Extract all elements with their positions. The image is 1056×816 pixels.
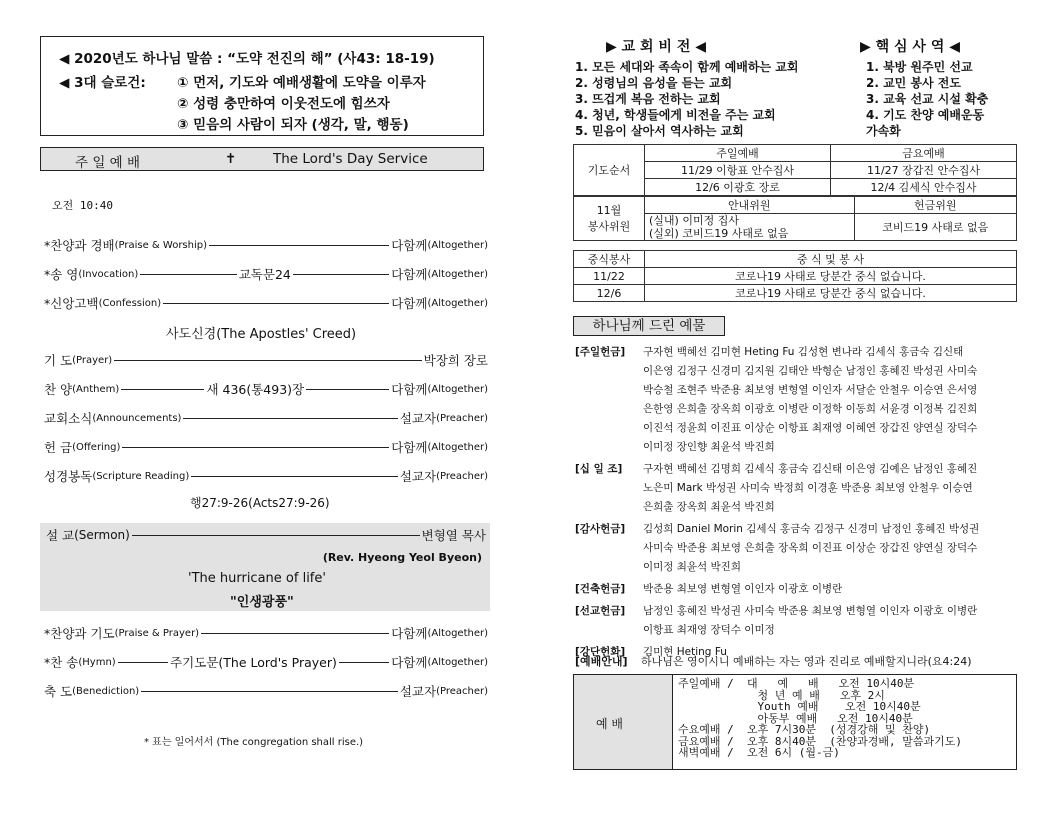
meal-text: 코로나19 사태로 당분간 중식 없습니다. (645, 268, 1017, 285)
order-item-leader: 다함께 (391, 655, 428, 670)
offering-names: 노은미 Mark 박성권 사미숙 박정희 이경훈 박준용 최보영 안철우 이승연 (643, 482, 973, 494)
usher-outdoor: (실외) 코비드19 사태로 없음 (649, 227, 789, 240)
prayer-table (573, 144, 1017, 196)
order-row (44, 438, 488, 456)
order-item-en: (Invocation) (78, 268, 139, 280)
usher-col: 안내위원 (645, 197, 855, 214)
slogan-label: ◀ 3대 슬로건: (59, 75, 146, 91)
meal-date: 11/22 (574, 268, 645, 285)
service-line: 새벽예배 / 오전 6시 (월-금) (678, 746, 840, 759)
order-item-leader-en: (Altogether) (427, 268, 488, 280)
offering-category: [주일헌금] (575, 346, 626, 358)
volunteer-label (574, 197, 645, 241)
prayer-col-friday: 금요예배 (831, 145, 1017, 162)
order-item-name: 성경봉독 (44, 469, 93, 484)
vision-item: 3. 뜨겁게 복음 전하는 교회 (575, 92, 721, 106)
slogan-3: ③ 믿음의 사람이 되자 (생각, 말, 행동) (177, 117, 409, 133)
order-item-leader-en: (Altogether) (427, 627, 488, 639)
order-item-leader: 설교자 (399, 684, 437, 699)
order-item-name: *송 영 (44, 267, 79, 282)
scripture: 행27:9-26(Acts27:9-26) (190, 496, 330, 510)
order-row (44, 467, 488, 485)
offering-names: 은한영 은희출 장옥희 이광호 이병란 이정학 이동희 서윤경 이정복 김진희 (643, 403, 978, 415)
order-item-detail: 새 436(통493)장 (206, 382, 305, 397)
prayer-label: 기도순서 (574, 145, 645, 196)
slogan-2: ② 성령 충만하여 이웃전도에 힘쓰자 (177, 96, 390, 112)
order-item-leader-en: (Preacher) (436, 685, 488, 697)
order-row (44, 294, 488, 312)
offering-group (575, 580, 1020, 599)
order-item-leader: 설교자 (399, 469, 437, 484)
order-item-name: 축 도 (44, 684, 73, 699)
order-item-leader-en: (Altogether) (427, 441, 488, 453)
order-item-en: (Anthem) (72, 383, 120, 395)
order-item-leader: 설교자 (399, 411, 437, 426)
meal-text: 코로나19 사태로 당분간 중식 없습니다. (645, 285, 1017, 302)
offering-group (575, 602, 1020, 640)
rise-note: * 표는 일어서서 (The congregation shall rise.) (144, 737, 364, 748)
meal-col-2: 중 식 및 봉 사 (645, 251, 1017, 268)
guide-verse: 하나님은 영이시니 예배하는 자는 영과 진리로 예배할지니라(요4:24) (641, 655, 972, 668)
order-item-leader-en: (Altogether) (427, 383, 488, 395)
order-item-leader-en: (Preacher) (436, 470, 488, 482)
order-item-name: *찬양과 경배 (44, 238, 115, 253)
order-row (44, 351, 488, 369)
meal-col-1: 중식봉사 (574, 251, 645, 268)
offering-names: 은희출 장옥희 최윤석 박진희 (643, 501, 775, 513)
order-item-leader: 다함께 (391, 267, 428, 282)
motto-box (40, 36, 484, 136)
offering-names: 박승철 조현주 박준용 최보영 변형열 이인자 서달순 안철우 이승연 은서영 (643, 384, 978, 396)
order-item-name: *찬양과 기도 (44, 626, 115, 641)
creed: 사도신경(The Apostles' Creed) (166, 327, 357, 342)
sermon-box (40, 523, 490, 611)
core-title: ▶ 핵 심 사 역 ◀ (860, 39, 960, 55)
worship-header-ko: 주 일 예 배 (75, 155, 141, 171)
service-time: 오전 10:40 (52, 199, 113, 212)
volunteer-word: 봉사위원 (587, 219, 631, 233)
order-item-en: (Prayer) (72, 354, 113, 366)
service-line: Youth 예배 오전 10시40분 (678, 700, 921, 713)
offering-names: 이미정 최윤석 박진희 (643, 561, 741, 573)
service-line: 금요예배 / 오후 8시40분 (찬양과경배, 말씀과기도) (678, 734, 962, 748)
order-item-en: (Scripture Reading) (92, 470, 190, 482)
offering-category: [강단헌화] (575, 646, 626, 658)
order-row (44, 409, 488, 427)
order-item-leader: 박장희 장로 (423, 353, 488, 368)
worship-header-en: The Lord's Day Service (273, 151, 428, 167)
core-item: 가속화 (866, 124, 901, 138)
order-row (44, 682, 488, 700)
order-row (44, 236, 488, 254)
sermon-title-en: 'The hurricane of life' (188, 571, 326, 586)
offering-group (575, 343, 1020, 457)
order-item-leader-en: (Altogether) (427, 239, 488, 251)
order-item-leader-en: (Altogether) (427, 297, 488, 309)
order-row (44, 380, 488, 398)
service-label-cell (574, 675, 673, 769)
slogan-1: ① 먼저, 기도와 예배생활에 도약을 이루자 (177, 75, 426, 91)
order-item-en: (Praise & Prayer) (114, 627, 200, 639)
order-item-en: (Confession) (98, 297, 162, 309)
core-item: 1. 북방 원주민 선교 (866, 60, 973, 74)
service-line: 아동부 예배 오전 10시40분 (678, 711, 913, 725)
offering-names: 사미숙 박준용 최보영 은희출 장옥희 이진표 이상순 장갑진 양연실 장덕수 (643, 542, 978, 554)
service-label: 예 배 (596, 717, 623, 731)
prayer-cell: 11/27 장갑진 안수집사 (831, 162, 1017, 179)
volunteer-table (573, 196, 1017, 241)
offering-names: 김성희 Daniel Morin 김세식 홍금숙 김정구 신경미 남정인 홍혜진 박성권 (643, 523, 980, 535)
meal-table (573, 250, 1017, 302)
core-item: 2. 교민 봉사 전도 (866, 76, 961, 90)
offering-names: 이진석 정윤희 이진표 이상순 이항표 최재영 이혜연 장갑진 양연실 장덕수 (643, 422, 978, 434)
service-schedule (573, 674, 1017, 770)
offering-group (575, 460, 1020, 517)
offering-cell: 코비드19 사태로 없음 (854, 214, 1016, 241)
offering-names: 구자현 백혜선 김명희 김세식 홍금숙 김신태 이은영 김예은 남정인 홍혜진 (643, 463, 978, 475)
offering-names: 이미정 장인향 최윤석 박진희 (643, 441, 775, 453)
order-item-detail: 주기도문(The Lord's Prayer) (170, 655, 337, 670)
offering-names: 이항표 최재영 장덕수 이미정 (643, 624, 775, 636)
offering-category: [십 일 조] (575, 463, 623, 475)
offering-names: 이은영 김정구 신경미 김지원 김태안 박형순 남정인 홍혜진 박성권 사미숙 (643, 365, 978, 377)
meal-date: 12/6 (574, 285, 645, 302)
order-item-en: (Benediction) (72, 685, 140, 697)
order-item-name: 찬 양 (44, 382, 73, 397)
order-item-en: (Offering) (72, 441, 121, 453)
order-item-name: 헌 금 (44, 440, 73, 455)
sermon-label: 설 교 (46, 528, 75, 543)
sermon-label-en: (Sermon) (74, 528, 130, 542)
order-item-detail: 교독문24 (238, 267, 291, 282)
vision-item: 1. 모든 세대와 족속이 함께 예배하는 교회 (575, 60, 799, 74)
offering-names: 구자현 백혜선 김미현 Heting Fu 김성현 변나라 김세식 홍금숙 김신태 (643, 346, 964, 358)
vision-title: ▶ 교 회 비 전 ◀ (606, 39, 706, 55)
usher-indoor: (실내) 이미정 집사 (649, 214, 739, 227)
prayer-cell: 12/4 김세식 안수집사 (831, 179, 1017, 196)
worship-header (40, 147, 484, 171)
order-item-leader: 다함께 (391, 626, 428, 641)
offering-title: 하나님께 드린 예물 (573, 316, 725, 336)
vision-item: 2. 성령님의 음성을 듣는 교회 (575, 76, 733, 90)
offering-category: [건축헌금] (575, 583, 626, 595)
core-item: 4. 기도 찬양 예배운동 (866, 108, 985, 122)
usher-cell (645, 214, 855, 241)
offering-names: 박준용 최보영 변형열 이인자 이광호 이병란 (643, 583, 843, 595)
order-item-leader: 다함께 (391, 238, 428, 253)
order-item-en: (Praise & Worship) (114, 239, 208, 251)
vision-item: 4. 청년, 학생들에게 비전을 주는 교회 (575, 108, 776, 122)
service-line: 수요예배 / 오후 7시30분 (성경강해 및 찬양) (678, 723, 931, 736)
order-item-leader: 다함께 (391, 382, 428, 397)
guide-label: [예배안내] (575, 655, 628, 668)
service-line: 청 년 예 배 오후 2시 (678, 688, 885, 702)
service-line: 주일예배 / 대 예 배 오전 10시40분 (678, 677, 915, 690)
order-item-en: (Announcements) (92, 412, 182, 424)
offering-names: 김미현 Heting Fu (643, 646, 727, 658)
order-item-leader: 다함께 (391, 440, 428, 455)
year-motto: ◀ 2020년도 하나님 말씀 : “도약 전진의 해” (사43: 18-19) (59, 51, 435, 67)
offering-names: 남정인 홍혜진 박성권 사미숙 박준용 최보영 변형열 이인자 이광호 이병란 (643, 605, 978, 617)
order-item-leader: 다함께 (391, 296, 428, 311)
offering-category: [감사헌금] (575, 523, 626, 535)
prayer-col-sunday: 주일예배 (645, 145, 831, 162)
offering-group (575, 520, 1020, 577)
core-item: 3. 교육 선교 시설 확충 (866, 92, 989, 106)
order-row (44, 653, 488, 671)
prayer-cell: 11/29 이항표 안수집사 (645, 162, 831, 179)
preacher: 변형열 목사 (421, 528, 486, 543)
vision-item: 5. 믿음이 살아서 역사하는 교회 (575, 124, 744, 138)
order-item-name: 기 도 (44, 353, 73, 368)
order-item-name: 교회소식 (44, 411, 93, 426)
offering-col: 헌금위원 (854, 197, 1016, 214)
order-item-name: *신앙고백 (44, 296, 99, 311)
sermon-title-ko: "인생광풍" (230, 595, 294, 610)
preacher-en: (Rev. Hyeong Yeol Byeon) (322, 551, 482, 564)
order-item-name: *찬 송 (44, 655, 79, 670)
order-row (44, 624, 488, 642)
volunteer-month: 11월 (596, 203, 622, 217)
order-row (44, 265, 488, 283)
cross-icon: ✝ (225, 151, 237, 167)
order-item-leader-en: (Altogether) (427, 656, 488, 668)
order-item-leader-en: (Preacher) (436, 412, 488, 424)
offering-category: [선교헌금] (575, 605, 626, 617)
prayer-cell: 12/6 이광호 장로 (645, 179, 831, 196)
order-item-en: (Hymn) (78, 656, 116, 668)
